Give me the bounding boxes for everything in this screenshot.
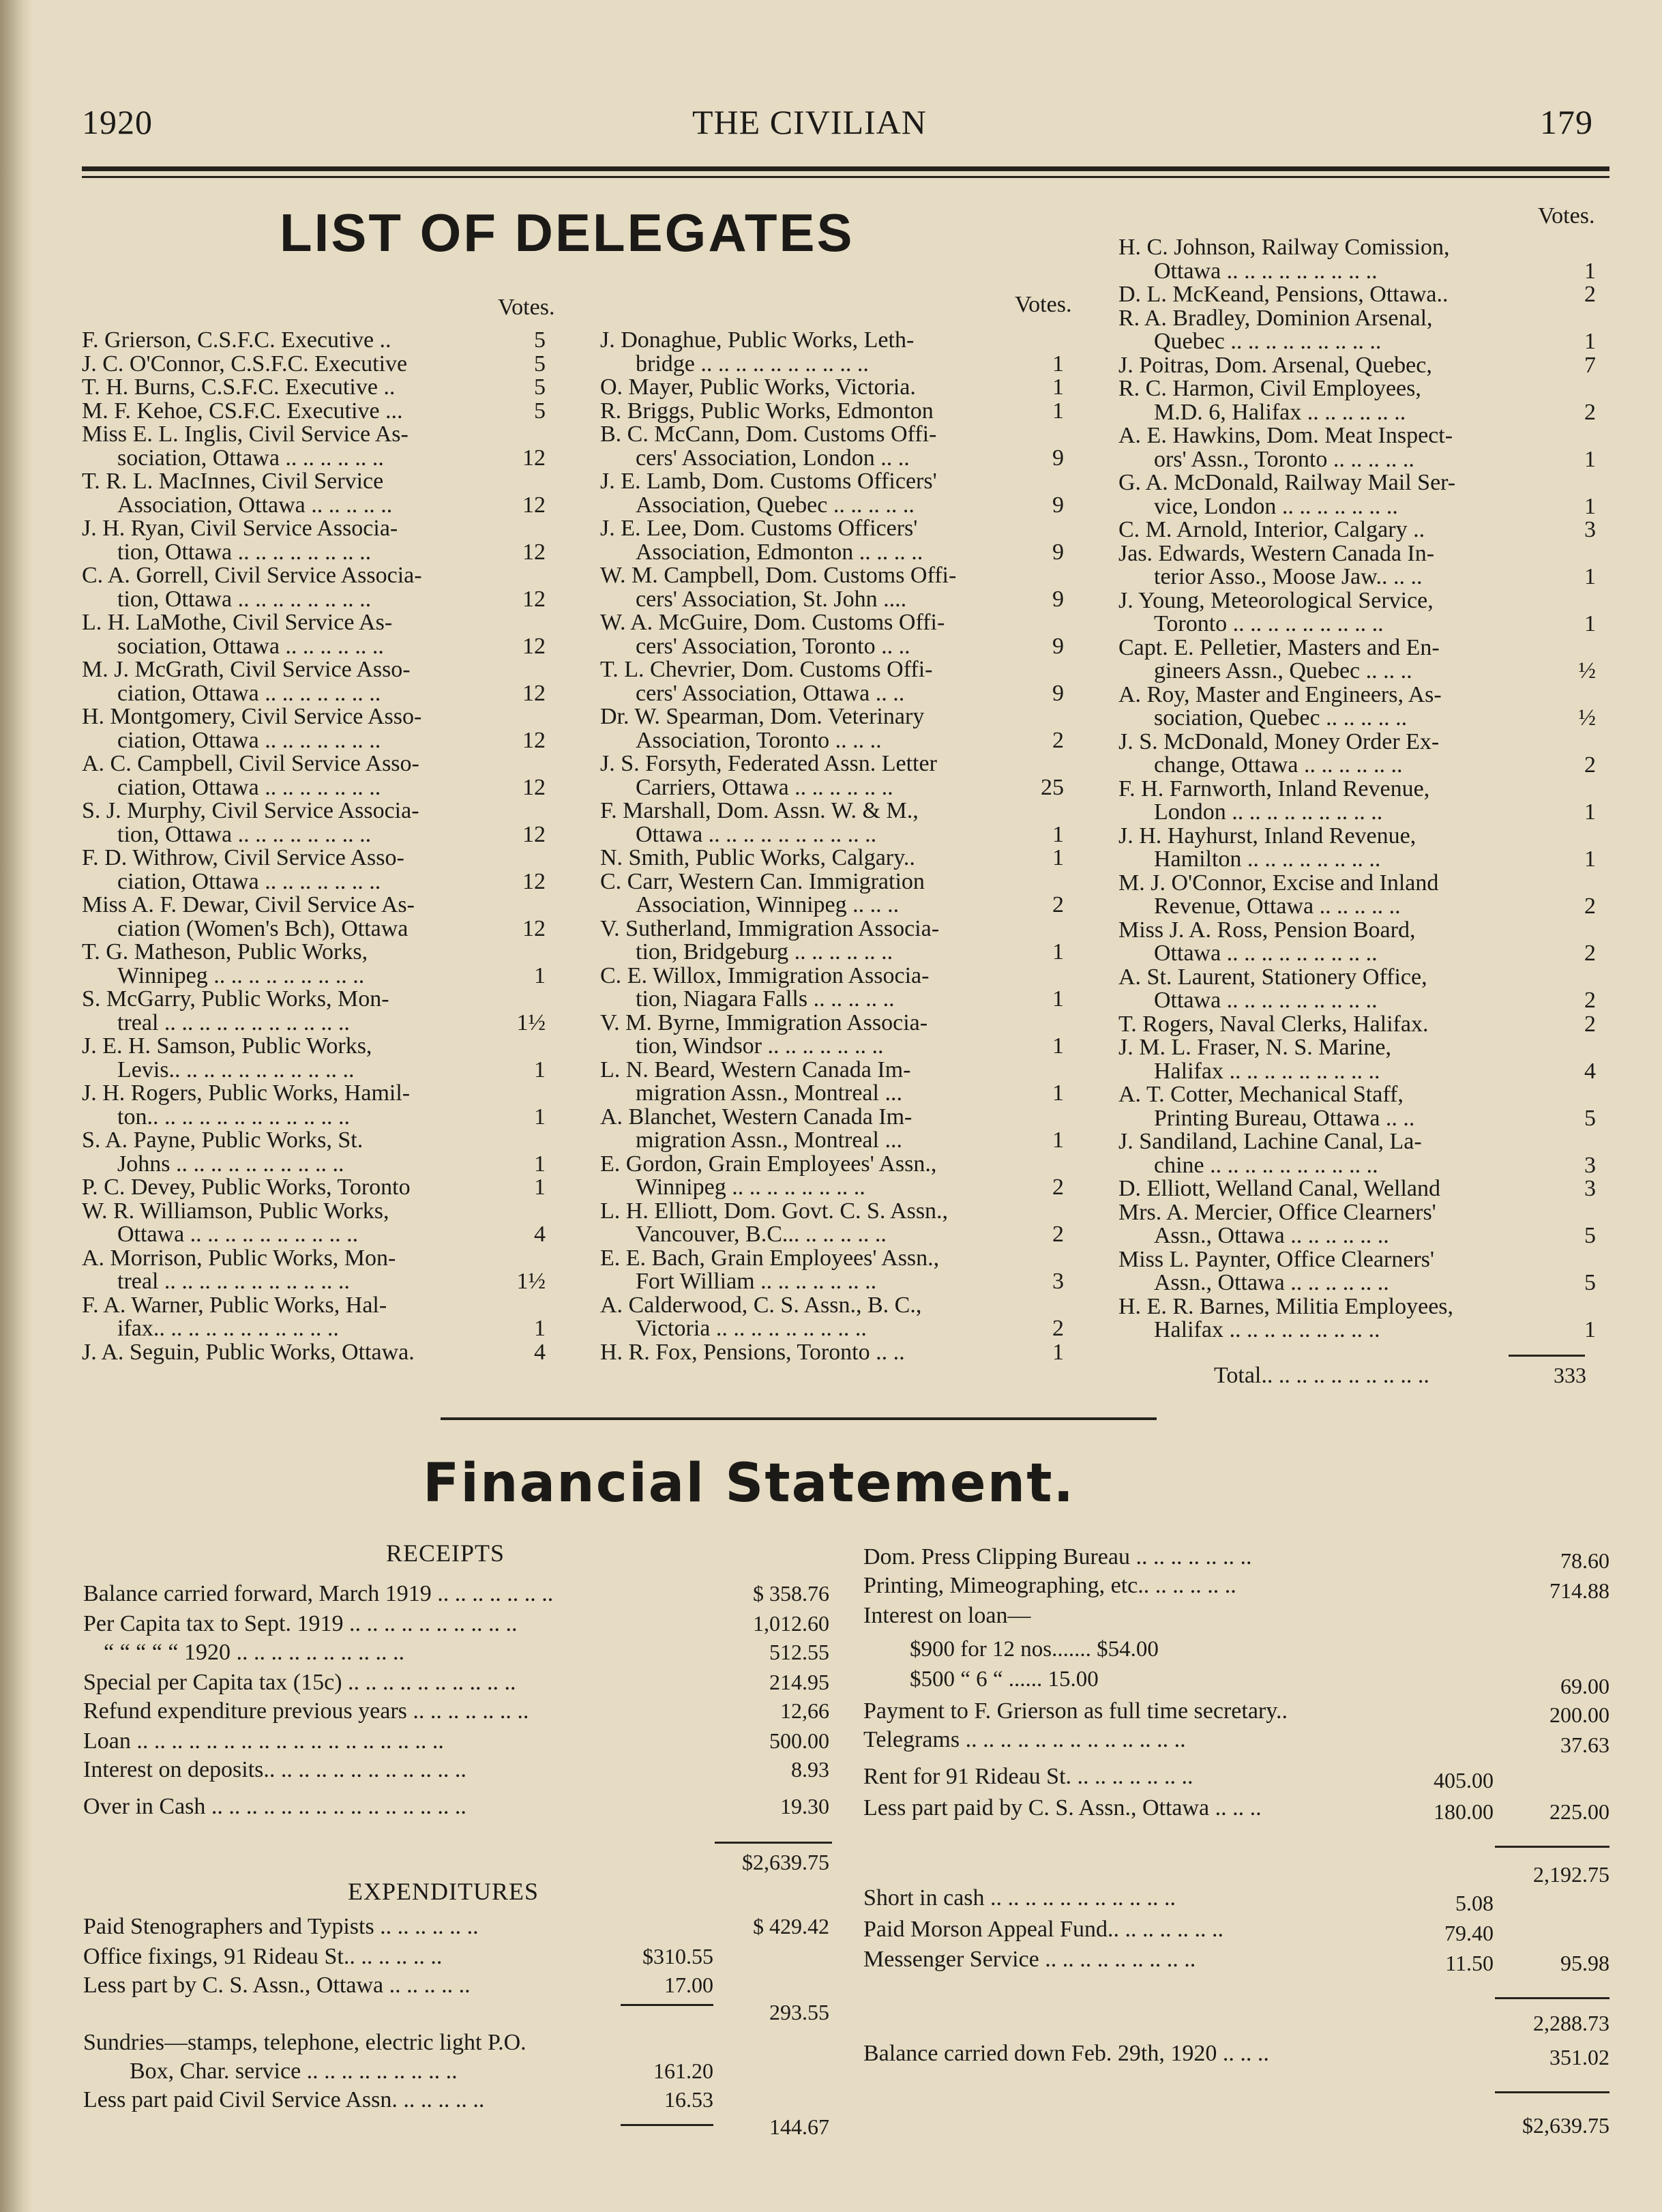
header-publication-title: THE CIVILIAN	[692, 103, 927, 141]
delegate-name-continued: Revenue, Ottawa .. .. .. .. ..	[1154, 894, 1401, 919]
receipt-label: “ “ “ “ “ 1920 .. .. .. .. .. .. .. .. .. ..	[104, 1640, 404, 1665]
office-less-amount: 17.00	[664, 1973, 713, 1997]
delegate-votes: 1	[1052, 845, 1064, 870]
delegate-name: Jas. Edwards, Western Canada In-	[1118, 540, 1435, 566]
receipt-amount: 500.00	[769, 1728, 829, 1753]
delegate-name-continued: treal .. .. .. .. .. .. .. .. .. .. ..	[117, 1269, 350, 1294]
delegate-name-continued: treal .. .. .. .. .. .. .. .. .. .. ..	[117, 1009, 350, 1035]
delegate-name: C. M. Arnold, Interior, Calgary ..	[1118, 517, 1425, 542]
delegate-name: N. Smith, Public Works, Calgary..	[600, 845, 915, 870]
subtotal-2: 2,288.73	[1533, 2011, 1609, 2035]
delegate-votes: 4	[1584, 1058, 1596, 1084]
delegate-votes: 12	[522, 539, 546, 565]
delegate-votes: 9	[1052, 586, 1064, 612]
delegate-votes: 12	[522, 445, 546, 471]
delegate-votes: 9	[1052, 680, 1064, 706]
grand-total: $2,639.75	[1522, 2113, 1609, 2138]
interest-line-1: $900 for 12 nos....... $54.00	[910, 1637, 1159, 1662]
delegate-name-continued: Ottawa .. .. .. .. .. .. .. .. .. ..	[117, 1222, 359, 1247]
delegate-name: T. R. L. MacInnes, Civil Service	[82, 469, 384, 494]
delegate-votes: 1	[1584, 564, 1596, 589]
delegate-votes: 2	[1052, 1316, 1064, 1341]
office-less-label: Less part by C. S. Assn., Ottawa .. .. .. .. ..	[83, 1973, 471, 1998]
delegate-name: A. C. Campbell, Civil Service Asso-	[82, 751, 419, 776]
delegate-name: A. E. Hawkins, Dom. Meat Inspect-	[1118, 423, 1453, 448]
messenger-amount: 11.50	[1445, 1951, 1494, 1975]
delegate-name-continued: ors' Assn., Toronto .. .. .. .. ..	[1154, 446, 1414, 472]
page-binding-shadow	[0, 0, 33, 2212]
delegate-votes: 1	[534, 1057, 546, 1082]
delegate-votes: 5	[534, 374, 546, 400]
delegate-votes: 5	[534, 351, 546, 377]
office-fixings-label: Office fixings, 91 Rideau St.. .. .. .. .. ..	[83, 1944, 443, 1969]
delegate-votes: 1	[534, 962, 546, 988]
delegate-name-continued: Levis.. .. .. .. .. .. .. .. .. .. ..	[117, 1057, 355, 1082]
delegate-name-continued: bridge .. .. .. .. .. .. .. .. .. ..	[636, 351, 869, 377]
delegate-votes: 9	[1052, 445, 1064, 471]
delegate-name-continued: Halifax .. .. .. .. .. .. .. .. ..	[1154, 1317, 1380, 1342]
delegate-votes: 1	[1052, 374, 1064, 400]
delegate-name-continued: Fort William .. .. .. .. .. .. ..	[636, 1269, 877, 1294]
delegate-name: J. A. Seguin, Public Works, Ottawa.	[82, 1339, 415, 1365]
delegate-name: L. N. Beard, Western Canada Im-	[600, 1057, 911, 1082]
delegate-votes: 2	[1584, 752, 1596, 778]
delegate-name: O. Mayer, Public Works, Victoria.	[600, 374, 916, 400]
delegate-name: R. C. Harmon, Civil Employees,	[1118, 376, 1421, 401]
rent-net-amount: 225.00	[1549, 1799, 1609, 1824]
receipts-total-rule	[715, 1842, 832, 1844]
delegate-votes: 1	[1052, 1080, 1064, 1106]
delegate-name: F. Marshall, Dom. Assn. W. & M.,	[600, 798, 919, 823]
office-subtotal-rule	[621, 2004, 713, 2006]
delegate-votes: 1	[1052, 351, 1064, 377]
receipts-heading: RECEIPTS	[386, 1539, 505, 1567]
delegate-votes: 2	[1584, 399, 1596, 425]
total-rule	[1509, 1355, 1585, 1357]
delegate-name: S. J. Murphy, Civil Service Associa-	[82, 798, 419, 823]
delegate-name-continued: Printing Bureau, Ottawa .. ..	[1154, 1105, 1415, 1131]
delegate-votes: 1	[1584, 258, 1596, 284]
delegate-name: H. E. R. Barnes, Militia Employees,	[1118, 1293, 1454, 1319]
telegrams-label: Telegrams .. .. .. .. .. .. .. .. .. .. .. .. ..	[863, 1727, 1186, 1752]
delegate-votes: 2	[1584, 282, 1596, 307]
delegate-name-continued: Association, Quebec .. .. .. .. ..	[636, 492, 915, 518]
delegate-votes: 1	[534, 1104, 546, 1130]
votes-heading-col3: Votes.	[1538, 203, 1595, 228]
delegate-name: P. C. Devey, Public Works, Toronto	[82, 1175, 411, 1200]
delegate-votes: 1	[1052, 1339, 1064, 1365]
interest-amount: 69.00	[1560, 1674, 1609, 1698]
delegate-name-continued: sociation, Quebec .. .. .. .. ..	[1154, 705, 1408, 731]
delegate-votes: 1	[534, 1175, 546, 1200]
delegate-votes: 1	[534, 1151, 546, 1177]
office-net-amount: 293.55	[769, 2000, 829, 2024]
receipt-label: Over in Cash .. .. .. .. .. .. .. .. .. .. .. .. .. .. ..	[83, 1794, 466, 1819]
stenographers-label: Paid Stenographers and Typists .. .. .. .. .. ..	[83, 1914, 479, 1939]
delegate-name: J. Young, Meteorological Service,	[1118, 587, 1434, 613]
delegate-votes: 4	[534, 1222, 546, 1247]
delegate-name-continued: Quebec .. .. .. .. .. .. .. .. ..	[1154, 329, 1382, 354]
delegate-name: J. E. Lee, Dom. Customs Officers'	[600, 516, 918, 541]
delegate-name: Miss A. F. Dewar, Civil Service As-	[82, 892, 415, 917]
delegate-votes: 1	[1052, 821, 1064, 847]
receipt-amount: 214.95	[769, 1670, 829, 1694]
delegate-name: T. Rogers, Naval Clerks, Halifax.	[1118, 1011, 1429, 1037]
interest-loan-label: Interest on loan—	[863, 1603, 1031, 1628]
delegate-name-continued: ciation, Ottawa .. .. .. .. .. .. ..	[117, 774, 381, 800]
delegate-name-continued: tion, Windsor .. .. .. .. .. .. ..	[636, 1033, 884, 1059]
delegate-name: G. A. McDonald, Railway Mail Ser-	[1118, 470, 1456, 495]
delegate-name-continued: ciation, Ottawa .. .. .. .. .. .. ..	[117, 680, 381, 706]
rent-amount: 405.00	[1434, 1768, 1494, 1793]
delegate-name: J. Donaghue, Public Works, Leth-	[600, 327, 915, 353]
receipt-amount: 12,66	[780, 1698, 829, 1723]
delegate-votes: 12	[522, 633, 546, 659]
subtotal2-rule	[1495, 1997, 1609, 1999]
delegate-votes: 2	[1584, 988, 1596, 1013]
delegate-votes: 1	[1052, 1033, 1064, 1059]
delegate-name: H. Montgomery, Civil Service Asso-	[82, 704, 422, 729]
delegate-name-continued: ifax.. .. .. .. .. .. .. .. .. .. ..	[117, 1316, 339, 1341]
receipt-label: Balance carried forward, March 1919 .. .. .. .. .. .. ..	[83, 1581, 554, 1606]
delegate-name: W. A. McGuire, Dom. Customs Offi-	[600, 610, 945, 635]
delegate-votes: 4	[534, 1339, 546, 1365]
delegate-name: W. R. Williamson, Public Works,	[82, 1198, 389, 1224]
delegate-name-continued: Winnipeg .. .. .. .. .. .. .. .. ..	[117, 962, 365, 988]
delegate-name: F. Grierson, C.S.F.C. Executive ..	[82, 327, 391, 353]
delegate-votes: 5	[1584, 1270, 1596, 1295]
header-rule-thick	[82, 166, 1609, 171]
delegate-name: J. E. H. Samson, Public Works,	[82, 1033, 372, 1059]
delegate-name-continued: chine .. .. .. .. .. .. .. .. .. ..	[1154, 1152, 1378, 1178]
delegate-votes: 12	[522, 774, 546, 800]
delegate-name-continued: change, Ottawa .. .. .. .. .. ..	[1154, 752, 1403, 778]
delegate-name: B. C. McCann, Dom. Customs Offi-	[600, 422, 937, 447]
delegate-votes: 2	[1052, 1175, 1064, 1200]
delegate-votes: 3	[1584, 1152, 1596, 1178]
votes-heading-col2: Votes.	[1015, 292, 1072, 317]
delegate-name-continued: migration Assn., Montreal ...	[636, 1080, 902, 1106]
delegate-name: T. L. Chevrier, Dom. Customs Offi-	[600, 657, 933, 682]
votes-heading-col1: Votes.	[498, 295, 555, 320]
delegate-name: M. F. Kehoe, CS.F.C. Executive ...	[82, 398, 403, 424]
delegate-votes: 1	[1584, 446, 1596, 472]
delegate-name-continued: Association, Ottawa .. .. .. .. ..	[117, 492, 393, 518]
delegate-votes: 2	[1584, 1011, 1596, 1037]
delegate-name: V. Sutherland, Immigration Associa-	[600, 915, 940, 941]
delegate-name-continued: Carriers, Ottawa .. .. .. .. .. ..	[636, 774, 893, 800]
delegate-name-continued: Vancouver, B.C... .. .. .. .. ..	[636, 1222, 887, 1247]
stenographers-amount: $ 429.42	[753, 1914, 829, 1938]
messenger-label: Messenger Service .. .. .. .. .. .. .. .. ..	[863, 1947, 1196, 1972]
rent-label: Rent for 91 Rideau St. .. .. .. .. .. .. ..	[863, 1764, 1193, 1789]
delegate-name-continued: Association, Winnipeg .. .. ..	[636, 892, 900, 917]
delegate-name: J. S. Forsyth, Federated Assn. Letter	[600, 751, 937, 776]
delegate-votes: 1	[1052, 398, 1064, 424]
delegate-name: Mrs. A. Mercier, Office Clearners'	[1118, 1199, 1436, 1225]
header-rule-thin	[82, 176, 1609, 178]
delegate-name: Capt. E. Pelletier, Masters and En-	[1118, 634, 1440, 660]
receipts-total: $2,639.75	[742, 1850, 829, 1874]
delegate-votes: 2	[1584, 894, 1596, 919]
receipt-amount: 19.30	[780, 1794, 829, 1818]
press-clipping-amount: 78.60	[1560, 1548, 1609, 1573]
delegate-votes: 1	[1052, 986, 1064, 1012]
delegate-name: D. Elliott, Welland Canal, Welland	[1118, 1176, 1441, 1201]
delegate-votes: 3	[1052, 1269, 1064, 1294]
delegate-name: J. M. L. Fraser, N. S. Marine,	[1118, 1035, 1391, 1060]
short-cash-amount: 5.08	[1455, 1891, 1494, 1915]
delegate-name: S. A. Payne, Public Works, St.	[82, 1127, 363, 1153]
delegate-name: J. Poitras, Dom. Arsenal, Quebec,	[1118, 352, 1432, 378]
delegate-votes: 12	[522, 492, 546, 518]
balance-carried-amount: 351.02	[1549, 2045, 1609, 2069]
delegate-votes: 1	[1584, 493, 1596, 519]
delegate-votes: 12	[522, 868, 546, 894]
delegate-name-continued: tion, Ottawa .. .. .. .. .. .. .. ..	[117, 539, 372, 565]
delegate-name: T. G. Matheson, Public Works,	[82, 939, 368, 964]
sundries-net-amount: 144.67	[769, 2114, 829, 2139]
delegate-name-continued: terior Asso., Moose Jaw.. .. ..	[1154, 564, 1423, 589]
receipt-label: Per Capita tax to Sept. 1919 .. .. .. .. .. .. .. .. .. ..	[83, 1611, 518, 1636]
delegate-votes: 1	[1584, 799, 1596, 825]
delegate-name: H. R. Fox, Pensions, Toronto .. ..	[600, 1339, 905, 1365]
delegate-votes: 3	[1584, 1176, 1596, 1201]
delegate-votes: 9	[1052, 633, 1064, 659]
delegate-votes: 12	[522, 586, 546, 612]
delegate-name-continued: Assn., Ottawa .. .. .. .. .. ..	[1154, 1270, 1389, 1295]
payment-grierson-label: Payment to F. Grierson as full time secretary..	[863, 1698, 1288, 1724]
press-clipping-label: Dom. Press Clipping Bureau .. .. .. .. .. .. ..	[863, 1544, 1252, 1569]
delegate-name-continued: Ottawa .. .. .. .. .. .. .. .. ..	[1154, 941, 1378, 966]
delegate-name-continued: ciation, Ottawa .. .. .. .. .. .. ..	[117, 868, 381, 894]
delegate-name: Miss J. A. Ross, Pension Board,	[1118, 917, 1416, 943]
interest-line-2: $500 “ 6 “ ...... 15.00	[910, 1667, 1099, 1692]
printing-label: Printing, Mimeographing, etc.. .. .. .. .. ..	[863, 1573, 1236, 1598]
misc-total-amount: 95.98	[1560, 1951, 1609, 1975]
receipt-label: Refund expenditure previous years .. .. .. .. .. .. ..	[83, 1698, 529, 1724]
delegate-name: J. Sandiland, Lachine Canal, La-	[1118, 1129, 1422, 1154]
delegate-name-continued: tion, Niagara Falls .. .. .. .. ..	[636, 986, 895, 1012]
receipt-label: Interest on deposits.. .. .. .. .. .. .. .. .. .. .. ..	[83, 1757, 466, 1782]
delegate-votes: ½	[1578, 705, 1596, 731]
delegate-name: J. H. Rogers, Public Works, Hamil-	[82, 1080, 411, 1106]
section-divider	[441, 1417, 1157, 1420]
delegate-name: A. Calderwood, C. S. Assn., B. C.,	[600, 1292, 922, 1318]
delegate-name: F. D. Withrow, Civil Service Asso-	[82, 845, 404, 870]
delegate-votes: 1	[1584, 329, 1596, 354]
delegate-name: J. S. McDonald, Money Order Ex-	[1118, 728, 1440, 754]
delegate-votes: 12	[522, 727, 546, 753]
delegate-name: H. C. Johnson, Railway Comission,	[1118, 235, 1450, 260]
rent-less-label: Less part paid by C. S. Assn., Ottawa .. .. ..	[863, 1795, 1262, 1820]
delegate-name: J. H. Ryan, Civil Service Associa-	[82, 516, 398, 541]
delegate-votes: 2	[1052, 727, 1064, 753]
receipt-amount: 8.93	[791, 1757, 829, 1782]
sundries-label-line2: Box, Char. service .. .. .. .. .. .. .. .. ..	[130, 2059, 458, 2084]
morson-amount: 79.40	[1444, 1921, 1494, 1945]
delegate-name-continued: London .. .. .. .. .. .. .. .. ..	[1154, 799, 1383, 825]
payment-grierson-amount: 200.00	[1549, 1702, 1609, 1727]
delegate-votes: 3	[1584, 517, 1596, 542]
subtotal-1: 2,192.75	[1533, 1862, 1609, 1887]
delegate-votes: 12	[522, 821, 546, 847]
header-year: 1920	[82, 103, 153, 141]
delegate-votes: 1	[1584, 611, 1596, 636]
delegate-name-continued: Hamilton .. .. .. .. .. .. .. ..	[1154, 846, 1381, 872]
delegate-name-continued: sociation, Ottawa .. .. .. .. .. ..	[117, 633, 384, 659]
delegate-name-continued: sociation, Ottawa .. .. .. .. .. ..	[117, 445, 384, 471]
delegate-name-continued: cers' Association, London .. ..	[636, 445, 910, 471]
delegate-name: D. L. McKeand, Pensions, Ottawa..	[1118, 282, 1449, 307]
delegate-name: M. J. O'Connor, Excise and Inland	[1118, 870, 1439, 896]
delegate-votes: 1	[534, 1316, 546, 1341]
delegate-name: L. H. Elliott, Dom. Govt. C. S. Assn.,	[600, 1198, 949, 1224]
delegate-name: A. Roy, Master and Engineers, As-	[1118, 681, 1442, 707]
delegate-votes: 2	[1584, 941, 1596, 966]
delegate-name: T. H. Burns, C.S.F.C. Executive ..	[82, 374, 396, 400]
delegate-name: Miss L. Paynter, Office Clearners'	[1118, 1246, 1435, 1272]
delegate-votes: 1	[1584, 846, 1596, 872]
delegate-name: F. H. Farnworth, Inland Revenue,	[1118, 776, 1430, 801]
delegate-name: E. E. Bach, Grain Employees' Assn.,	[600, 1245, 940, 1271]
delegate-name-continued: migration Assn., Montreal ...	[636, 1127, 902, 1153]
delegate-votes: 9	[1052, 492, 1064, 518]
receipt-label: Loan .. .. .. .. .. .. .. .. .. .. .. .. .. .. .. .. .. ..	[83, 1728, 444, 1754]
sundries-less-label: Less part paid Civil Service Assn. .. .. .. .. ..	[83, 2087, 485, 2112]
delegates-total-label: Total.. .. .. .. .. .. .. .. .. ..	[1214, 1363, 1429, 1388]
delegate-name-continued: M.D. 6, Halifax .. .. .. .. .. ..	[1154, 399, 1406, 425]
delegate-name-continued: Ottawa .. .. .. .. .. .. .. .. ..	[1154, 988, 1378, 1013]
receipt-amount: 1,012.60	[753, 1611, 829, 1636]
office-fixings-amount: $310.55	[642, 1944, 713, 1968]
morson-label: Paid Morson Appeal Fund.. .. .. .. .. .. ..	[863, 1917, 1223, 1942]
delegate-votes: 2	[1052, 1222, 1064, 1247]
delegate-name: M. J. McGrath, Civil Service Asso-	[82, 657, 411, 682]
delegate-votes: 1½	[516, 1269, 546, 1294]
receipt-amount: 512.55	[769, 1640, 829, 1664]
receipt-amount: $ 358.76	[753, 1581, 829, 1606]
financial-title: Financial Statement.	[423, 1453, 1075, 1514]
delegate-name: R. A. Bradley, Dominion Arsenal,	[1118, 305, 1433, 331]
delegate-votes: 1½	[516, 1009, 546, 1035]
delegate-name: L. H. LaMothe, Civil Service As-	[82, 610, 393, 635]
delegate-name: R. Briggs, Public Works, Edmonton	[600, 398, 934, 424]
delegate-name-continued: gineers Assn., Quebec .. .. ..	[1154, 658, 1412, 683]
delegate-name-continued: tion, Ottawa .. .. .. .. .. .. .. ..	[117, 586, 372, 612]
delegate-votes: 9	[1052, 539, 1064, 565]
delegate-name: A. Morrison, Public Works, Mon-	[82, 1245, 396, 1271]
sundries-less-amount: 16.53	[664, 2087, 713, 2112]
delegate-name-continued: Johns .. .. .. .. .. .. .. .. .. ..	[117, 1151, 344, 1177]
delegate-votes: 5	[1584, 1223, 1596, 1248]
delegate-name: E. Gordon, Grain Employees' Assn.,	[600, 1151, 937, 1177]
delegate-name: W. M. Campbell, Dom. Customs Offi-	[600, 563, 957, 588]
delegates-title: LIST OF DELEGATES	[280, 203, 855, 263]
delegate-votes: 5	[1584, 1105, 1596, 1131]
subtotal1-rule	[1495, 1846, 1609, 1848]
delegate-name-continued: cers' Association, St. John ....	[636, 586, 907, 612]
delegate-votes: 25	[1041, 774, 1064, 800]
delegate-name: C. Carr, Western Can. Immigration	[600, 868, 925, 894]
sundries-subtotal-rule	[621, 2124, 713, 2126]
delegate-name: Miss E. L. Inglis, Civil Service As-	[82, 422, 409, 447]
delegate-name: A. T. Cotter, Mechanical Staff,	[1118, 1082, 1404, 1107]
delegate-votes: 1	[1052, 1127, 1064, 1153]
telegrams-amount: 37.63	[1560, 1732, 1609, 1757]
delegate-votes: 2	[1052, 892, 1064, 917]
grand-total-rule	[1495, 2091, 1609, 2093]
delegate-name-continued: cers' Association, Toronto .. ..	[636, 633, 910, 659]
delegate-name: J. C. O'Connor, C.S.F.C. Executive	[82, 351, 408, 377]
delegate-name-continued: Winnipeg .. .. .. .. .. .. .. ..	[636, 1175, 865, 1200]
delegate-name: C. E. Willox, Immigration Associa-	[600, 962, 930, 988]
delegate-name-continued: cers' Association, Ottawa .. ..	[636, 680, 905, 706]
delegate-name-continued: Victoria .. .. .. .. .. .. .. .. ..	[636, 1316, 867, 1341]
delegate-votes: 5	[534, 398, 546, 424]
expenditures-heading: EXPENDITURES	[348, 1878, 539, 1905]
delegate-name: A. Blanchet, Western Canada Im-	[600, 1104, 912, 1130]
delegate-name: S. McGarry, Public Works, Mon-	[82, 986, 389, 1012]
delegate-name-continued: Association, Toronto .. .. ..	[636, 727, 882, 753]
delegate-name-continued: Ottawa .. .. .. .. .. .. .. .. ..	[1154, 258, 1378, 284]
delegate-name: V. M. Byrne, Immigration Associa-	[600, 1009, 928, 1035]
delegate-name-continued: tion, Bridgeburg .. .. .. .. .. ..	[636, 939, 893, 964]
delegate-votes: 5	[534, 327, 546, 353]
printing-amount: 714.88	[1549, 1578, 1609, 1603]
delegate-name-continued: ciation, Ottawa .. .. .. .. .. .. ..	[117, 727, 381, 753]
delegate-name-continued: ton.. .. .. .. .. .. .. .. .. .. .. ..	[117, 1104, 350, 1130]
delegate-votes: ½	[1578, 658, 1596, 683]
delegate-votes: 1	[1584, 1317, 1596, 1342]
delegate-votes: 7	[1584, 352, 1596, 378]
delegate-votes: 1	[1052, 939, 1064, 964]
receipt-label: Special per Capita tax (15c) .. .. .. .. .. .. .. .. .. ..	[83, 1670, 516, 1695]
delegate-votes: 12	[522, 680, 546, 706]
rent-less-amount: 180.00	[1434, 1799, 1494, 1824]
short-cash-label: Short in cash .. .. .. .. .. .. .. .. .. .. ..	[863, 1885, 1176, 1911]
balance-carried-label: Balance carried down Feb. 29th, 1920 .. .. ..	[863, 2041, 1269, 2066]
delegate-name: F. A. Warner, Public Works, Hal-	[82, 1292, 387, 1318]
delegate-name: J. H. Hayhurst, Inland Revenue,	[1118, 823, 1416, 849]
delegate-name-continued: Ottawa .. .. .. .. .. .. .. .. .. ..	[636, 821, 877, 847]
delegate-name-continued: Toronto .. .. .. .. .. .. .. .. ..	[1154, 611, 1384, 636]
delegate-name-continued: ciation (Women's Bch), Ottawa	[117, 915, 409, 941]
delegate-name-continued: Association, Edmonton .. .. .. ..	[636, 539, 923, 565]
header-page-number: 179	[1540, 103, 1593, 141]
delegate-name-continued: Assn., Ottawa .. .. .. .. .. ..	[1154, 1223, 1389, 1248]
delegate-name-continued: tion, Ottawa .. .. .. .. .. .. .. ..	[117, 821, 372, 847]
delegate-name-continued: vice, London .. .. .. .. .. .. ..	[1154, 493, 1398, 519]
delegate-name-continued: Halifax .. .. .. .. .. .. .. .. ..	[1154, 1058, 1380, 1084]
delegate-votes: 12	[522, 915, 546, 941]
delegate-name: C. A. Gorrell, Civil Service Associa-	[82, 563, 422, 588]
delegate-name: J. E. Lamb, Dom. Customs Officers'	[600, 469, 937, 494]
delegates-total-value: 333	[1554, 1363, 1586, 1387]
delegate-name: Dr. W. Spearman, Dom. Veterinary	[600, 704, 925, 729]
sundries-amount: 161.20	[653, 2059, 713, 2083]
delegate-name: A. St. Laurent, Stationery Office,	[1118, 964, 1427, 990]
sundries-label-line1: Sundries—stamps, telephone, electric light P.O.	[83, 2030, 526, 2055]
